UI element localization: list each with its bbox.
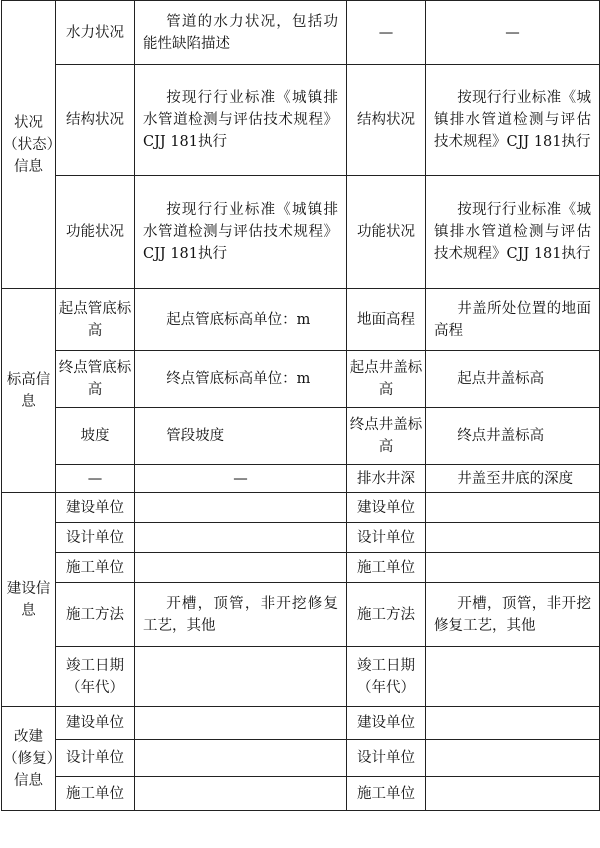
field-label: 功能状况 [347,176,426,289]
field-description: — [426,1,600,65]
field-label: 终点井盖标高 [347,408,426,465]
field-description [426,553,600,583]
field-description: 终点管底标高单位：m [135,351,347,408]
field-description: 按现行行业标准《城镇排水管道检测与评估技术规程》CJJ 181执行 [135,65,347,176]
field-description [135,707,347,740]
field-label: 建设单位 [347,493,426,523]
field-description [135,553,347,583]
field-label: 设计单位 [56,523,135,553]
field-description [426,740,600,777]
field-description: 管段坡度 [135,408,347,465]
field-label: 功能状况 [56,176,135,289]
field-label: 设计单位 [347,740,426,777]
field-description: 开槽，顶管，非开挖修复工艺，其他 [135,583,347,647]
table-row [2,523,600,553]
table-row [2,465,600,493]
table-row [2,289,600,351]
field-label: 起点管底标高 [56,289,135,351]
field-description [426,777,600,811]
table-row [2,740,600,777]
field-description: 起点管底标高单位：m [135,289,347,351]
field-label: 设计单位 [56,740,135,777]
field-label: 坡度 [56,408,135,465]
group-status-info: 状况（状态）信息 [2,1,56,289]
group-elevation-info: 标高信息 [2,289,56,493]
field-description [426,493,600,523]
field-description: — [135,465,347,493]
field-label: 地面高程 [347,289,426,351]
field-label: 起点井盖标高 [347,351,426,408]
field-description: 井盖至井底的深度 [426,465,600,493]
table-row [2,583,600,647]
field-label: 施工单位 [56,553,135,583]
field-label: 竣工日期（年代） [347,647,426,707]
field-description [135,740,347,777]
table-row [2,176,600,289]
field-label: 施工方法 [56,583,135,647]
field-label: 结构状况 [347,65,426,176]
table-row [2,65,600,176]
field-description [135,493,347,523]
field-description [426,523,600,553]
field-label: 水力状况 [56,1,135,65]
field-description: 按现行行业标准《城镇排水管道检测与评估技术规程》CJJ 181执行 [135,176,347,289]
field-label: 结构状况 [56,65,135,176]
field-description [426,647,600,707]
field-label: 设计单位 [347,523,426,553]
table-row [2,553,600,583]
field-description: 起点井盖标高 [426,351,600,408]
field-label: 建设单位 [347,707,426,740]
table-row [2,1,600,65]
field-description [135,777,347,811]
field-description: 开槽，顶管，非开挖修复工艺，其他 [426,583,600,647]
field-label: 终点管底标高 [56,351,135,408]
field-label: 建设单位 [56,707,135,740]
field-label: 排水井深 [347,465,426,493]
field-description: 按现行行业标准《城镇排水管道检测与评估技术规程》CJJ 181执行 [426,176,600,289]
field-label: 施工单位 [347,553,426,583]
field-description: 终点井盖标高 [426,408,600,465]
field-description: 管道的水力状况，包括功能性缺陷描述 [135,1,347,65]
field-description [135,523,347,553]
field-label: 施工单位 [347,777,426,811]
field-label: 建设单位 [56,493,135,523]
table-row [2,493,600,523]
table-row [2,351,600,408]
pipe-attribute-table [1,0,600,811]
field-description: 井盖所处位置的地面高程 [426,289,600,351]
field-description: 按现行行业标准《城镇排水管道检测与评估技术规程》CJJ 181执行 [426,65,600,176]
table-row [2,647,600,707]
field-label: 施工单位 [56,777,135,811]
field-label: — [347,1,426,65]
group-construction-info: 建设信息 [2,493,56,707]
field-label: 竣工日期（年代） [56,647,135,707]
table-row [2,408,600,465]
group-rebuild-info: 改建（修复）信息 [2,707,56,811]
table-row [2,777,600,811]
table-row [2,707,600,740]
field-label: 施工方法 [347,583,426,647]
field-label: — [56,465,135,493]
field-description [135,647,347,707]
field-description [426,707,600,740]
